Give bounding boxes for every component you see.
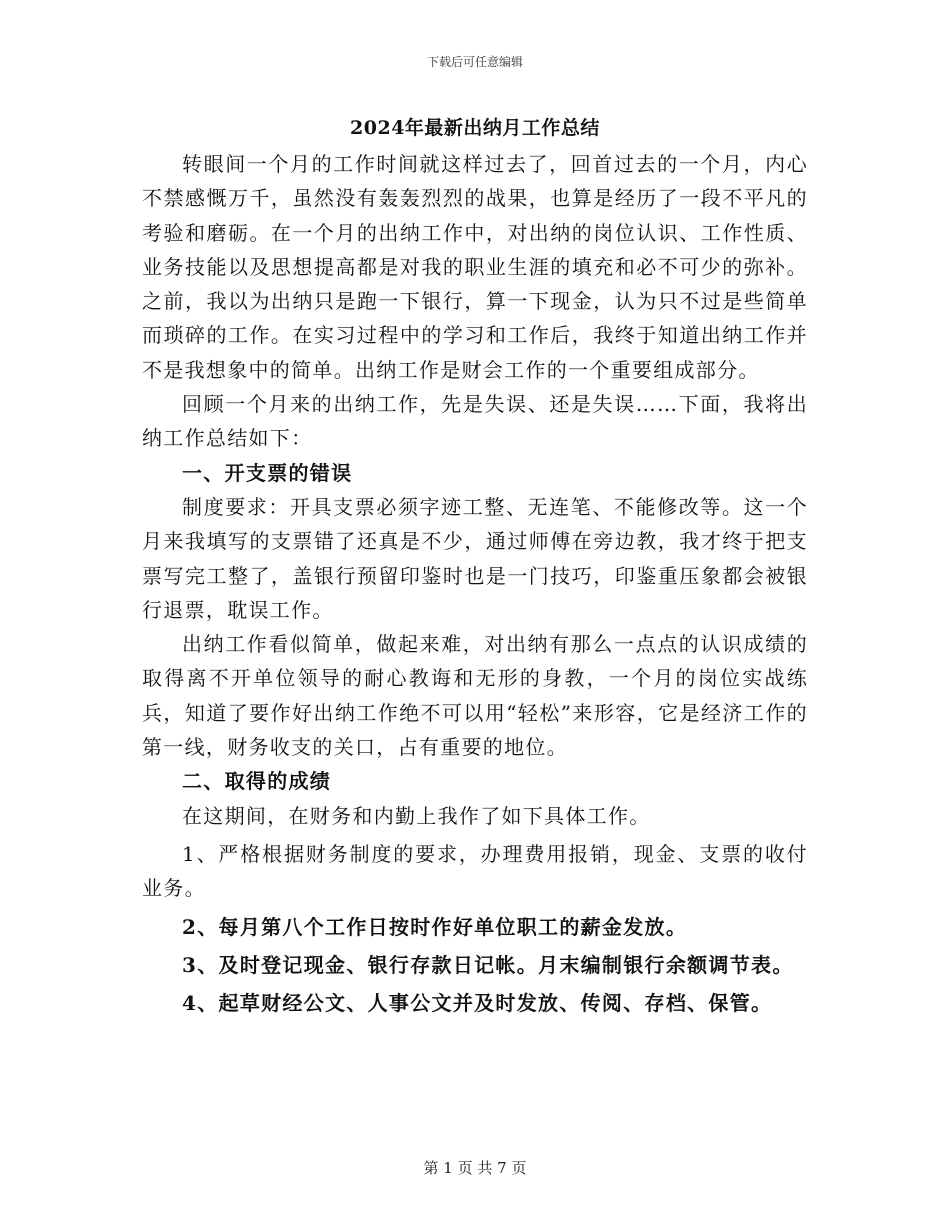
document-title: 2024年最新出纳月工作总结 (350, 117, 600, 139)
page-footer: 第 1 页 共 7 页 (423, 1159, 527, 1177)
paragraph-work-intro: 在这期间，在财务和内勤上我作了如下具体工作。 (182, 803, 651, 828)
paragraph-review: 回顾一个月来的出纳工作，先是失误、还是失误……下面，我将出纳工作总结如下： (142, 392, 808, 451)
list-item-2: 2、每月第八个工作日按时作好单位职工的薪金发放。 (182, 914, 688, 939)
list-item-3: 3、及时登记现金、银行存款日记帐。月末编制银行余额调节表。 (182, 952, 794, 977)
paragraph-cheque-rules: 制度要求：开具支票必须字迹工整、无连笔、不能修改等。这一个月来我填写的支票错了还真是不少，通过师傅在旁边教，我才终于把支票写完工整了，盖银行预留印鉴时也是一门技巧，印鉴重压象都会被银行退票，耽误工作。 (142, 494, 808, 622)
section-heading-2: 二、取得的成绩 (182, 769, 332, 794)
paragraph-cashier-work: 出纳工作看似简单，做起来难，对出纳有那么一点点的认识成绩的取得离不开单位领导的耐心教诲和无形的身教，一个月的岗位实战练兵，知道了要作好出纳工作绝不可以用“轻松”来形容，它是经济工作的第一线，财务收支的关口，占有重要的地位。 (142, 632, 808, 760)
paragraph-intro: 转眼间一个月的工作时间就这样过去了，回首过去的一个月，内心不禁感慨万千，虽然没有轰轰烈烈的战果，也算是经历了一段不平凡的考验和磨砺。在一个月的出纳工作中，对出纳的岗位认识、工作性质、业务技能以及思想提高都是对我的职业生涯的填充和必不可少的弥补。之前，我以为出纳只是跑一下银行，算一下现金，认为只不过是些简单而琐碎的工作。在实习过程中的学习和工作后，我终于知道出纳工作并不是我想象中的简单。出纳工作是财会工作的一个重要组成部分。 (142, 152, 808, 382)
section-heading-1: 一、开支票的错误 (182, 460, 353, 485)
header-note: 下载后可任意编辑 (426, 55, 523, 69)
document-body (142, 147, 808, 1020)
list-item-1: 1、严格根据财务制度的要求，办理费用报销，现金、支票的收付业务。 (142, 841, 808, 901)
list-item-4: 4、起草财经公文、人事公文并及时发放、传阅、存档、保管。 (182, 991, 773, 1016)
